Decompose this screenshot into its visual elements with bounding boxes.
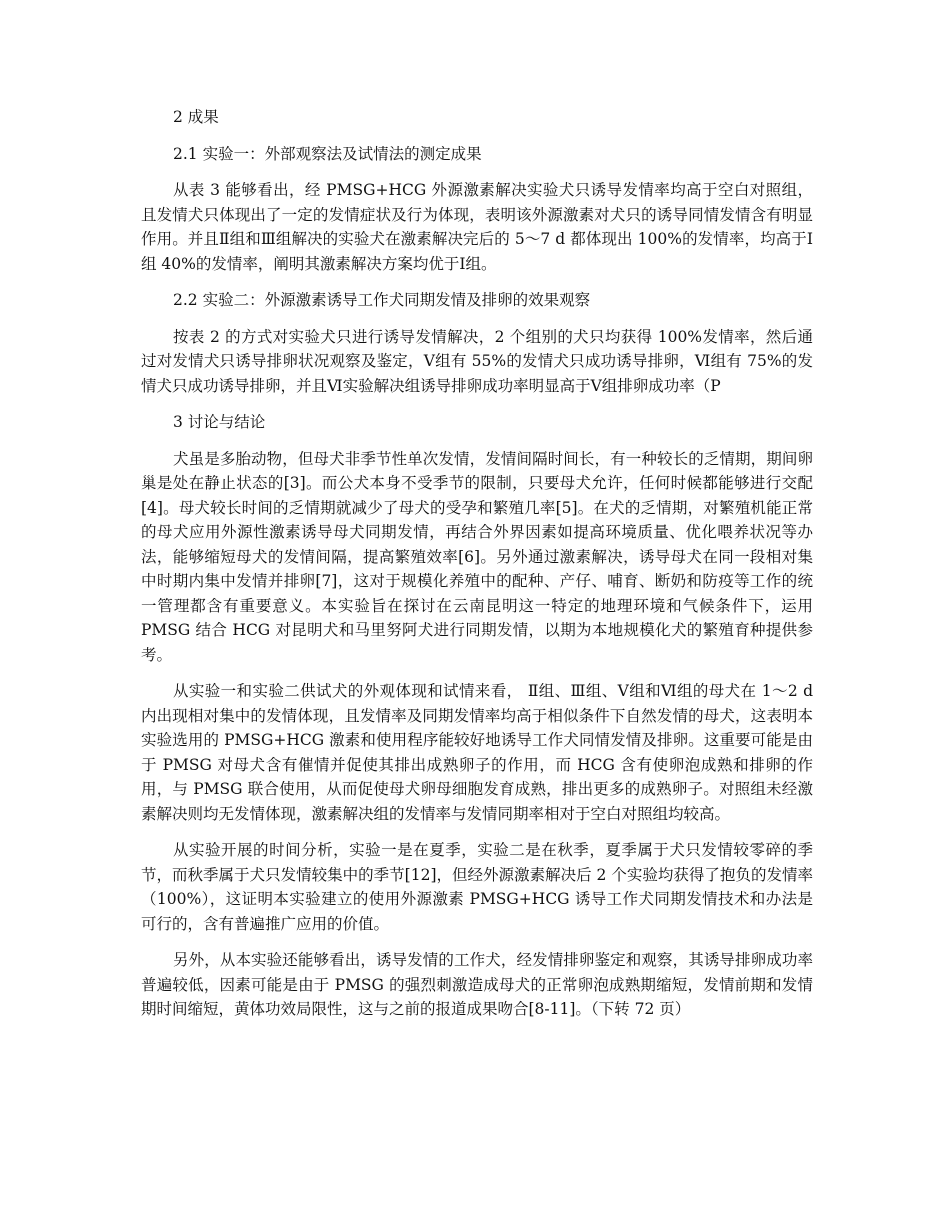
section-3-title: 3 讨论与结论 [173,413,266,431]
section-2-2-paragraph: 按表 2 的方式对实验犬只进行诱导发情解决，2 个组别的犬只均获得 100%发情率，然后通过对发情犬只诱导排卵状况观察及鉴定，Ⅴ组有 55%的发情犬只成功诱导排卵，Ⅵ组有 75%的发情犬只成功诱导排卵，并且Ⅵ实验解决组诱导排卵成功率明显高于Ⅴ组排卵成功率（P [141,327,813,395]
section-3-paragraph-2: 从实验一和实验二供试犬的外观体现和试情来看， Ⅱ组、Ⅲ组、Ⅴ组和Ⅵ组的母犬在 1～2 d 内出现相对集中的发情体现，且发情率及同期发情率均高于相似条件下自然发情的母犬，这表明本实验选用的 PMSG+HCG 激素和使用程序能较好地诱导工作犬同情发情及排卵。这重要可能是由于 PMSG 对母犬含有催情并促使其排出成熟卵子的作用，而 HCG 含有使卵泡成熟和排卵的作用，与 PMSG 联合使用，从而促使母犬卵母细胞发育成熟，排出更多的成熟卵子。对照组未经激素解决则均无发情体现，激素解决组的发情率与发情同期率相对于空白对照组均较高。 [141,682,813,823]
section-2-2-title: 2.2 实验二：外源激素诱导工作犬同期发情及排卵的效果观察 [173,291,591,309]
section-3-paragraph-3: 从实验开展的时间分析，实验一是在夏季，实验二是在秋季，夏季属于犬只发情较零碎的季节，而秋季属于犬只发情较集中的季节[12]，但经外源激素解决后 2 个实验均获得了抱负的发情率（100%），这证明本实验建立的使用外源激素 PMSG+HCG 诱导工作犬同期发情技术和办法是可行的，含有普遍推广应用的价值。 [141,841,813,933]
section-3-paragraph-4: 另外，从本实验还能够看出，诱导发情的工作犬，经发情排卵鉴定和观察，其诱导排卵成功率普遍较低，因素可能是由于 PMSG 的强烈刺激造成母犬的正常卵泡成熟期缩短，发情前期和发情期时间缩短，黄体功效局限性，这与之前的报道成果吻合[8-11]。（下转 72 页） [141,951,813,1018]
section-3-paragraph-1: 犬虽是多胎动物，但母犬非季节性单次发情，发情间隔时间长，有一种较长的乏情期，期间卵巢是处在静止状态的[3]。而公犬本身不受季节的限制，只要母犬允许，任何时候都能够进行交配[4]。母犬较长时间的乏情期就减少了母犬的受孕和繁殖几率[5]。在犬的乏情期，对繁殖机能正常的母犬应用外源性激素诱导母犬同期发情，再结合外界因素如提高环境质量、优化喂养状况等办法，能够缩短母犬的发情间隔，提高繁殖效率[6]。另外通过激素解决，诱导母犬在同一段相对集中时期内集中发情并排卵[7]，这对于规模化养殖中的配种、产仔、哺育、断奶和防疫等工作的统一管理都含有重要意义。本实验旨在探讨在云南昆明这一特定的地理环境和气候条件下，运用 PMSG 结合 HCG 对昆明犬和马里努阿犬进行同期发情，以期为本地规模化犬的繁殖育种提供参考。 [141,449,813,664]
section-2-1-paragraph: 从表 3 能够看出，经 PMSG+HCG 外源激素解决实验犬只诱导发情率均高于空白对照组，且发情犬只体现出了一定的发情症状及行为体现，表明该外源激素对犬只的诱导同情发情含有明显作用。并且Ⅱ组和Ⅲ组解决的实验犬在激素解决完后的 5～7 d 都体现出 100%的发情率，均高于Ⅰ组 40%的发情率，阐明其激素解决方案均优于Ⅰ组。 [141,181,813,273]
section-2-1-title: 2.1 实验一：外部观察法及试情法的测定成果 [173,144,482,163]
document-body [141,105,813,1034]
section-2-title: 2 成果 [173,108,219,126]
